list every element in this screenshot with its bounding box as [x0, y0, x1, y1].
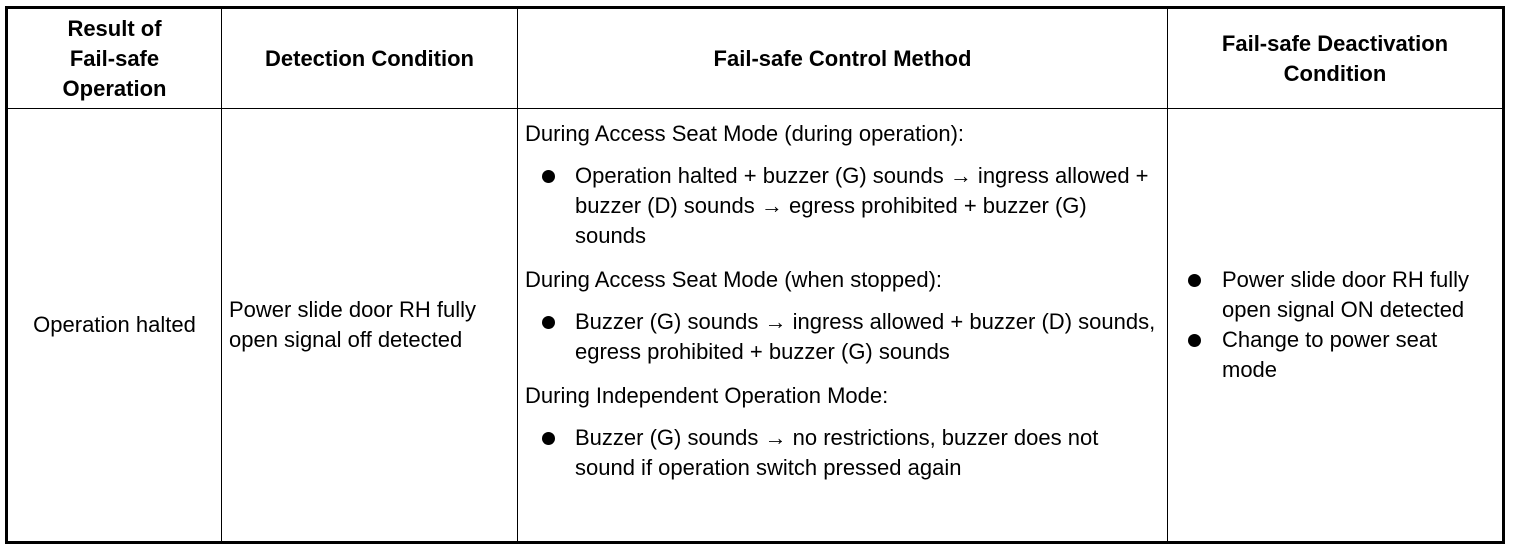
bullet-icon: [542, 316, 555, 329]
bullet-text: Buzzer (G) sounds → no restrictions, buzzer does not sound if operation switch pressed again: [575, 425, 1099, 480]
header-result: Result of Fail-safe Operation: [8, 9, 222, 109]
mode-section: [525, 265, 1157, 367]
result-cell: [8, 109, 222, 541]
bullet-icon: [542, 170, 555, 183]
bullet-icon: [542, 432, 555, 445]
bullet-text: Power slide door RH fully open signal ON detected: [1222, 267, 1469, 322]
deactivation-cell: [1168, 109, 1502, 541]
list-item: [525, 307, 1157, 367]
list-item: [1188, 325, 1492, 385]
result-text: Operation halted: [33, 312, 196, 337]
bullet-text: Operation halted + buzzer (G) sounds → ingress allowed + buzzer (D) sounds → egress prohibited + buzzer (G) sounds: [575, 163, 1149, 248]
mode-label: During Access Seat Mode (when stopped):: [525, 267, 943, 292]
header-method: Fail-safe Control Method: [518, 9, 1168, 109]
bullet-text: Change to power seat mode: [1222, 327, 1438, 382]
bullet-list: [525, 307, 1157, 367]
mode-section: [525, 119, 1157, 251]
list-item: [1188, 265, 1492, 325]
header-deactivation: Fail-safe Deactivation Condition: [1168, 9, 1502, 109]
mode-label: During Independent Operation Mode:: [525, 383, 889, 408]
mode-label: During Access Seat Mode (during operation):: [525, 121, 965, 146]
bullet-list: [525, 423, 1157, 483]
bullet-icon: [1188, 334, 1201, 347]
deactivation-list: [1188, 265, 1492, 385]
bullet-icon: [1188, 274, 1201, 287]
header-detection: Detection Condition: [222, 9, 518, 109]
detection-text: Power slide door RH fully open signal off detected: [229, 297, 476, 352]
bullet-text: Buzzer (G) sounds → ingress allowed + buzzer (D) sounds, egress prohibited + buzzer (G) sounds: [575, 309, 1156, 364]
list-item: [525, 161, 1157, 251]
detection-cell: [222, 109, 518, 541]
list-item: [525, 423, 1157, 483]
mode-section: [525, 381, 1157, 483]
fail-safe-table: [5, 6, 1505, 544]
method-cell: [518, 109, 1168, 541]
bullet-list: [525, 161, 1157, 251]
